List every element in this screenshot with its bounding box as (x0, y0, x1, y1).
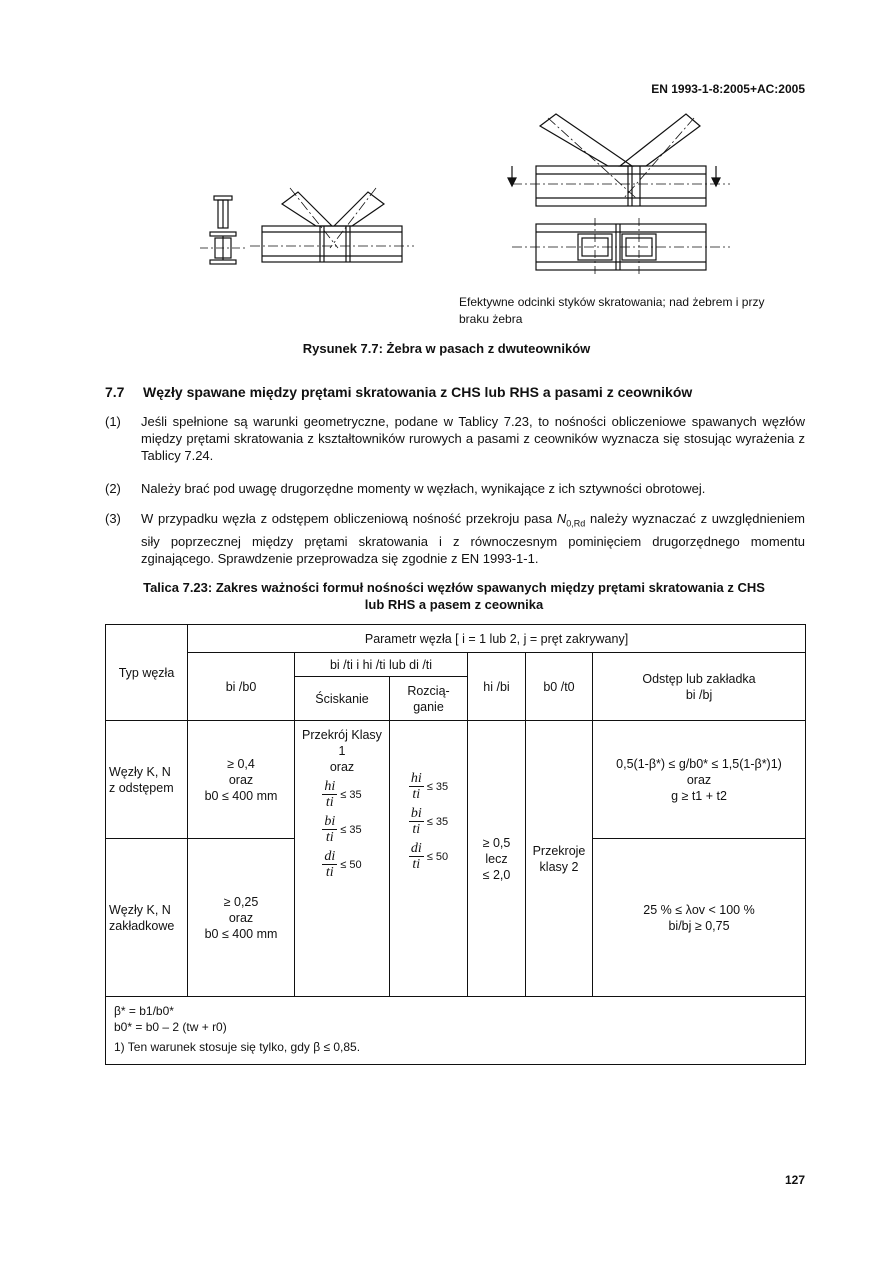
header-bi-b0: bi /b0 (188, 653, 295, 721)
b0-t0-limits (526, 721, 593, 997)
cell-line: ≤ 2,0 (482, 867, 511, 882)
cell-line: klasy 2 (539, 859, 579, 874)
cell-line: lecz (485, 851, 508, 866)
table-notes (106, 997, 806, 1065)
frac-num: bi (410, 806, 422, 821)
frac-num: hi (324, 779, 336, 794)
standard-header: EN 1993-1-8:2005+AC:2005 (651, 82, 805, 96)
criterion-value: ≤ 35 (426, 815, 449, 828)
paragraph-text-part: W przypadku węzła z odstępem obliczeniową nośność przekroju pasa (141, 511, 557, 526)
small-chord-view (250, 188, 414, 262)
cell-line: b0 ≤ 400 mm (204, 926, 278, 941)
header-type: Typ węzła (106, 625, 188, 721)
cell-line: bi/bj ≥ 0,75 (668, 918, 730, 933)
frac-num: di (410, 841, 422, 856)
cell-line: Przekroje (532, 843, 586, 858)
criterion-hi-ti (298, 779, 386, 810)
cell-line: oraz (228, 772, 254, 787)
symbol-subscript: 0,Rd (566, 518, 586, 529)
cell-line: 0,5(1-β*) ≤ g/b0* ≤ 1,5(1-β*)1) (616, 756, 782, 771)
paragraph-text (141, 510, 805, 567)
tension-limits (390, 721, 468, 997)
symbol-n: N (556, 511, 567, 526)
header-compression: Ściskanie (295, 677, 390, 721)
frac-den: ti (412, 787, 421, 802)
note-line: b0* = b0 – 2 (tw + r0) (114, 1020, 227, 1034)
type-overlap-joint (106, 839, 188, 997)
criterion-hi-ti (393, 771, 464, 802)
overlap-condition (593, 839, 806, 997)
paragraph-number: (1) (105, 414, 121, 429)
paragraph-number: (3) (105, 511, 121, 526)
header-gap-line: bi /bj (685, 687, 713, 702)
paragraph-2 (105, 480, 805, 497)
figure-title: Rysunek 7.7: Żebra w pasach z dwuteowników (302, 341, 591, 356)
cell-line: b0 ≤ 400 mm (204, 788, 278, 803)
cell-line: ≥ 0,4 (227, 756, 255, 771)
header-parameters: Parametr węzła [ i = 1 lub 2, j = pręt zakrywany] (188, 625, 806, 653)
type-line: Węzły K, N (109, 902, 171, 917)
page-number: 127 (784, 1173, 805, 1187)
type-line: zakładkowe (109, 918, 175, 933)
frac-num: hi (410, 771, 422, 786)
compression-limits (295, 721, 390, 997)
paragraph-1 (105, 413, 805, 464)
frac-den: ti (412, 857, 421, 872)
frac-den: ti (325, 830, 334, 845)
type-gap-joint (106, 721, 188, 839)
header-ratio: bi /ti i hi /ti lub di /ti (295, 653, 468, 677)
table-caption-line: lub RHS a pasem z ceownika (364, 597, 544, 612)
cell-line: 1 (338, 744, 346, 758)
large-chord-elevation (508, 114, 730, 206)
bi-b0-gap (188, 721, 295, 839)
criterion-bi-ti (393, 806, 464, 837)
cell-line: oraz (686, 772, 712, 787)
note-line: 1) Ten warunek stosuje się tylko, gdy β ≤ 0,85. (114, 1040, 361, 1054)
cell-line: 25 % ≤ λov < 100 % (643, 902, 755, 917)
criterion-value: ≤ 35 (340, 788, 362, 801)
criterion-value: ≤ 35 (426, 780, 449, 793)
criterion-di-ti (393, 841, 464, 872)
validity-table (105, 624, 806, 1065)
header-tension: Rozcią-ganie (390, 677, 468, 721)
frac-den: ti (412, 822, 421, 837)
header-hi-bi: hi /bi (468, 653, 526, 721)
frac-den: ti (325, 795, 334, 810)
cell-line: ≥ 0,5 (482, 835, 511, 850)
figure-side-caption-line: braku żebra (459, 312, 523, 326)
bi-b0-overlap (188, 839, 295, 997)
i-section-end-view (200, 196, 246, 264)
frac-den: ti (325, 865, 334, 880)
cell-line: oraz (228, 910, 254, 925)
paragraph-text-part: należy wyznaczać z uwzględnieniem siły poprzecznej między prętami skratowania i z równoczesnym pominięciem drugorzędnego momentu zginającego. Sprawdzenie przeprowadza się zgodnie z EN 1993-1-1. (141, 511, 805, 566)
paragraph-text: Jeśli spełnione są warunki geometryczne, podane w Tablicy 7.23, to nośności obliczeniowe spawanych węzłów między prętami skratowania z kształtowników rurowych a pasami z ceowników wyznacza się stosując wyrażenia z Tablicy 7.24. (141, 414, 805, 463)
section-title: Węzły spawane między prętami skratowania z CHS lub RHS a pasami z ceowników (143, 384, 693, 400)
type-line: Węzły K, N (109, 764, 171, 779)
criterion-bi-ti (298, 814, 386, 845)
paragraph-text: Należy brać pod uwagę drugorzędne momenty w węzłach, wynikające z ich sztywności obrotowej. (141, 481, 706, 496)
cell-line: oraz (329, 760, 355, 774)
table-caption-line: Talica 7.23: Zakres ważności formuł nośności węzłów spawanych między prętami skratowania z CHS (143, 580, 765, 595)
figure-side-caption (459, 294, 819, 328)
paragraph-3 (105, 510, 805, 567)
header-b0-t0: b0 /t0 (526, 653, 593, 721)
table-caption (100, 579, 808, 613)
gap-condition (593, 721, 806, 839)
criterion-value: ≤ 50 (426, 850, 449, 863)
cell-line: g ≥ t1 + t2 (671, 788, 727, 803)
note-line: β* = b1/b0* (114, 1004, 174, 1018)
large-chord-plan (512, 218, 730, 276)
hi-bi-limits (468, 721, 526, 997)
criterion-value: ≤ 35 (340, 823, 362, 836)
type-line: z odstępem (109, 780, 174, 795)
figure-side-caption-line: Efektywne odcinki styków skratowania; nad żebrem i przy (459, 295, 765, 309)
header-gap-overlap (593, 653, 806, 721)
section-heading (105, 384, 692, 400)
frac-num: di (324, 849, 336, 864)
cell-line: ≥ 0,25 (223, 894, 259, 909)
section-number: 7.7 (105, 384, 125, 400)
frac-num: bi (324, 814, 336, 829)
paragraph-number: (2) (105, 481, 121, 496)
cell-line: Przekrój Klasy (302, 728, 382, 742)
criterion-di-ti (298, 849, 386, 880)
criterion-value: ≤ 50 (340, 858, 362, 871)
header-gap-line: Odstęp lub zakładka (642, 671, 756, 686)
